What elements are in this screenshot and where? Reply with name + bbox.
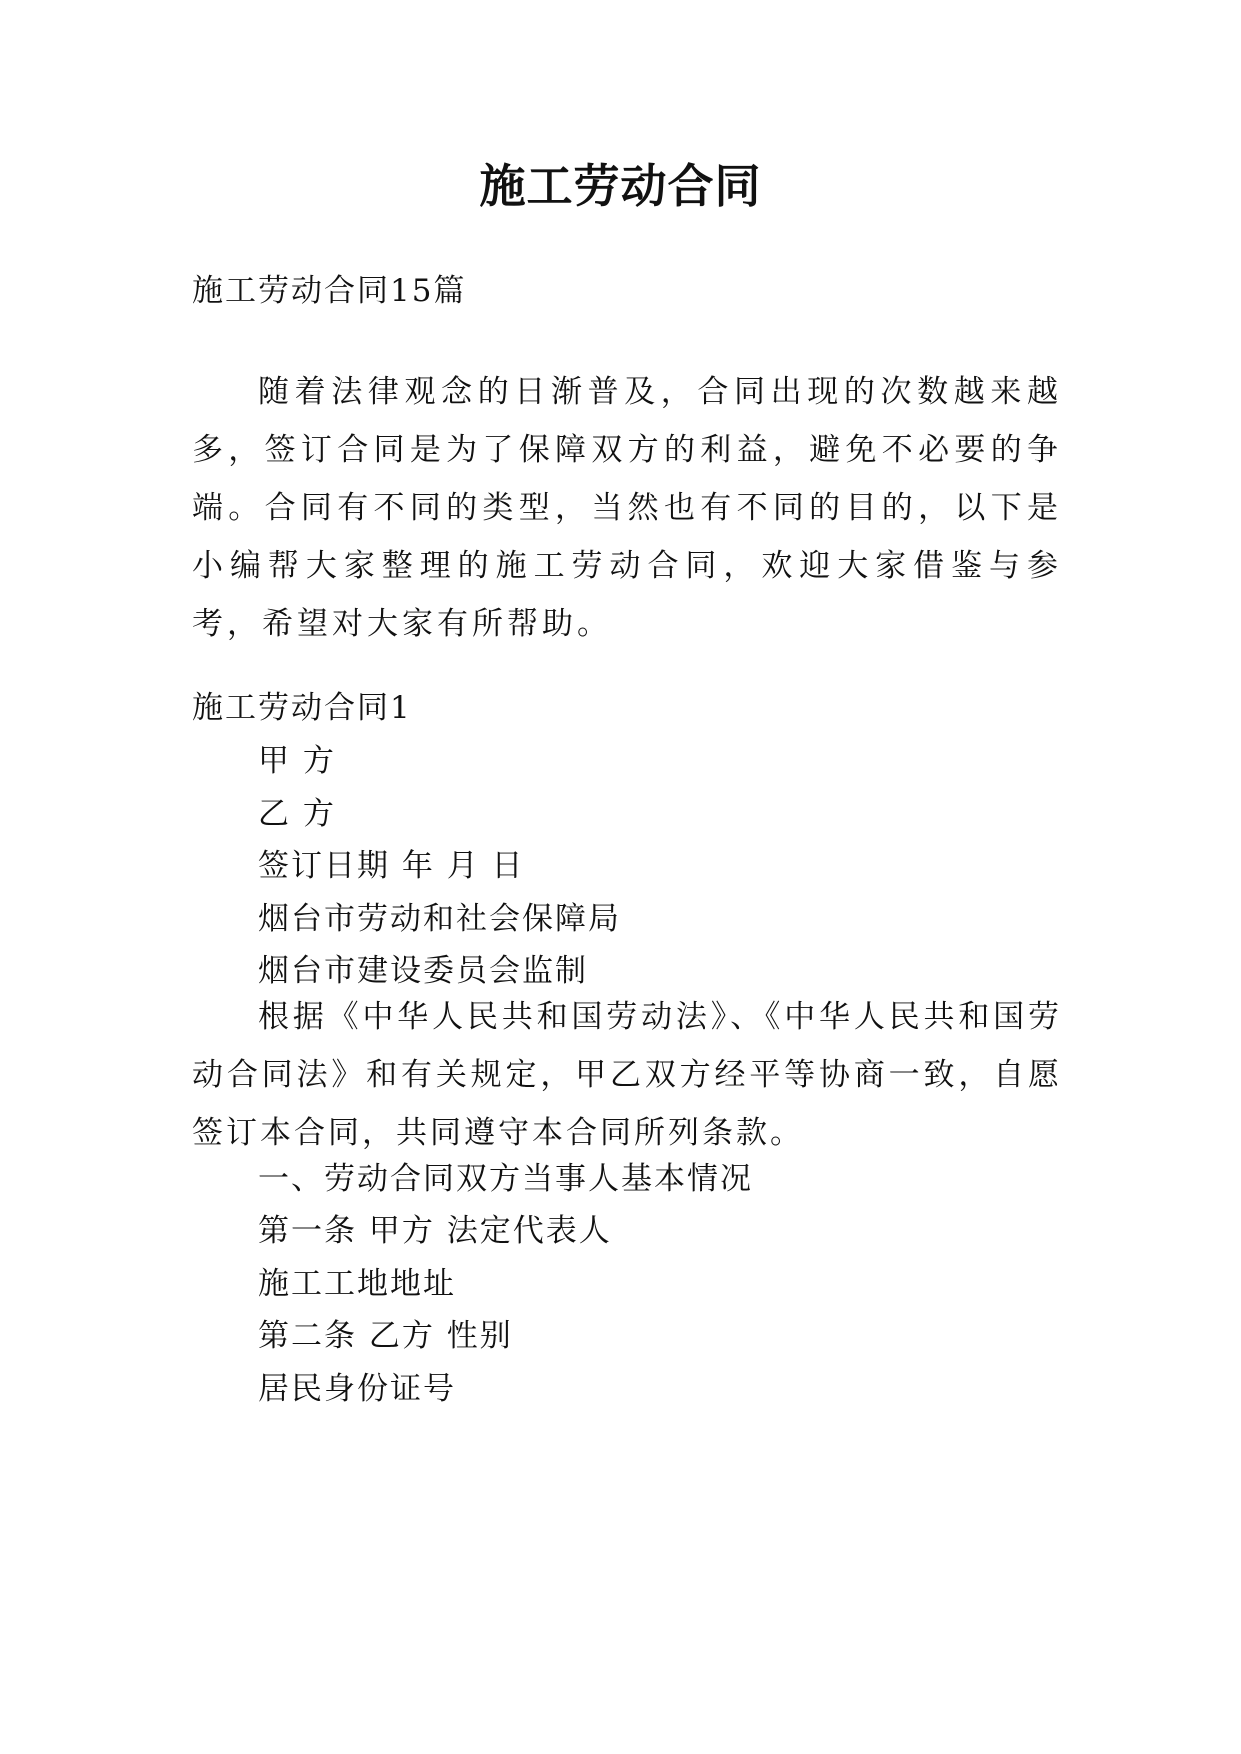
document-subtitle: 施工劳动合同15篇 (192, 273, 467, 309)
supervisor-line: 烟台市建设委员会监制 (258, 953, 588, 989)
party-a-line: 甲 方 (258, 743, 336, 779)
sign-date-line: 签订日期 年 月 日 (258, 848, 525, 884)
article-1-line: 第一条 甲方 法定代表人 (258, 1213, 612, 1249)
article-2-line: 第二条 乙方 性别 (258, 1318, 513, 1354)
issuer-line: 烟台市劳动和社会保障局 (258, 901, 621, 937)
party-b-line: 乙 方 (258, 796, 336, 832)
basis-paragraph: 根据《中华人民共和国劳动法》、《中华人民共和国劳动合同法》和有关规定，甲乙双方经平等协商一致，自愿签订本合同，共同遵守本合同所列条款。 (192, 999, 1062, 1151)
section-heading: 施工劳动合同1 (192, 690, 412, 726)
chapter-heading: 一、劳动合同双方当事人基本情况 (258, 1161, 753, 1197)
id-number-line: 居民身份证号 (258, 1371, 456, 1407)
site-address-line: 施工工地地址 (258, 1266, 456, 1302)
intro-paragraph: 随着法律观念的日渐普及，合同出现的次数越来越多，签订合同是为了保障双方的利益，避免不必要的争端。合同有不同的类型，当然也有不同的目的，以下是小编帮大家整理的施工劳动合同，欢迎大家借鉴与参考，希望对大家有所帮助。 (192, 374, 1062, 642)
document-title: 施工劳动合同 (479, 159, 762, 213)
